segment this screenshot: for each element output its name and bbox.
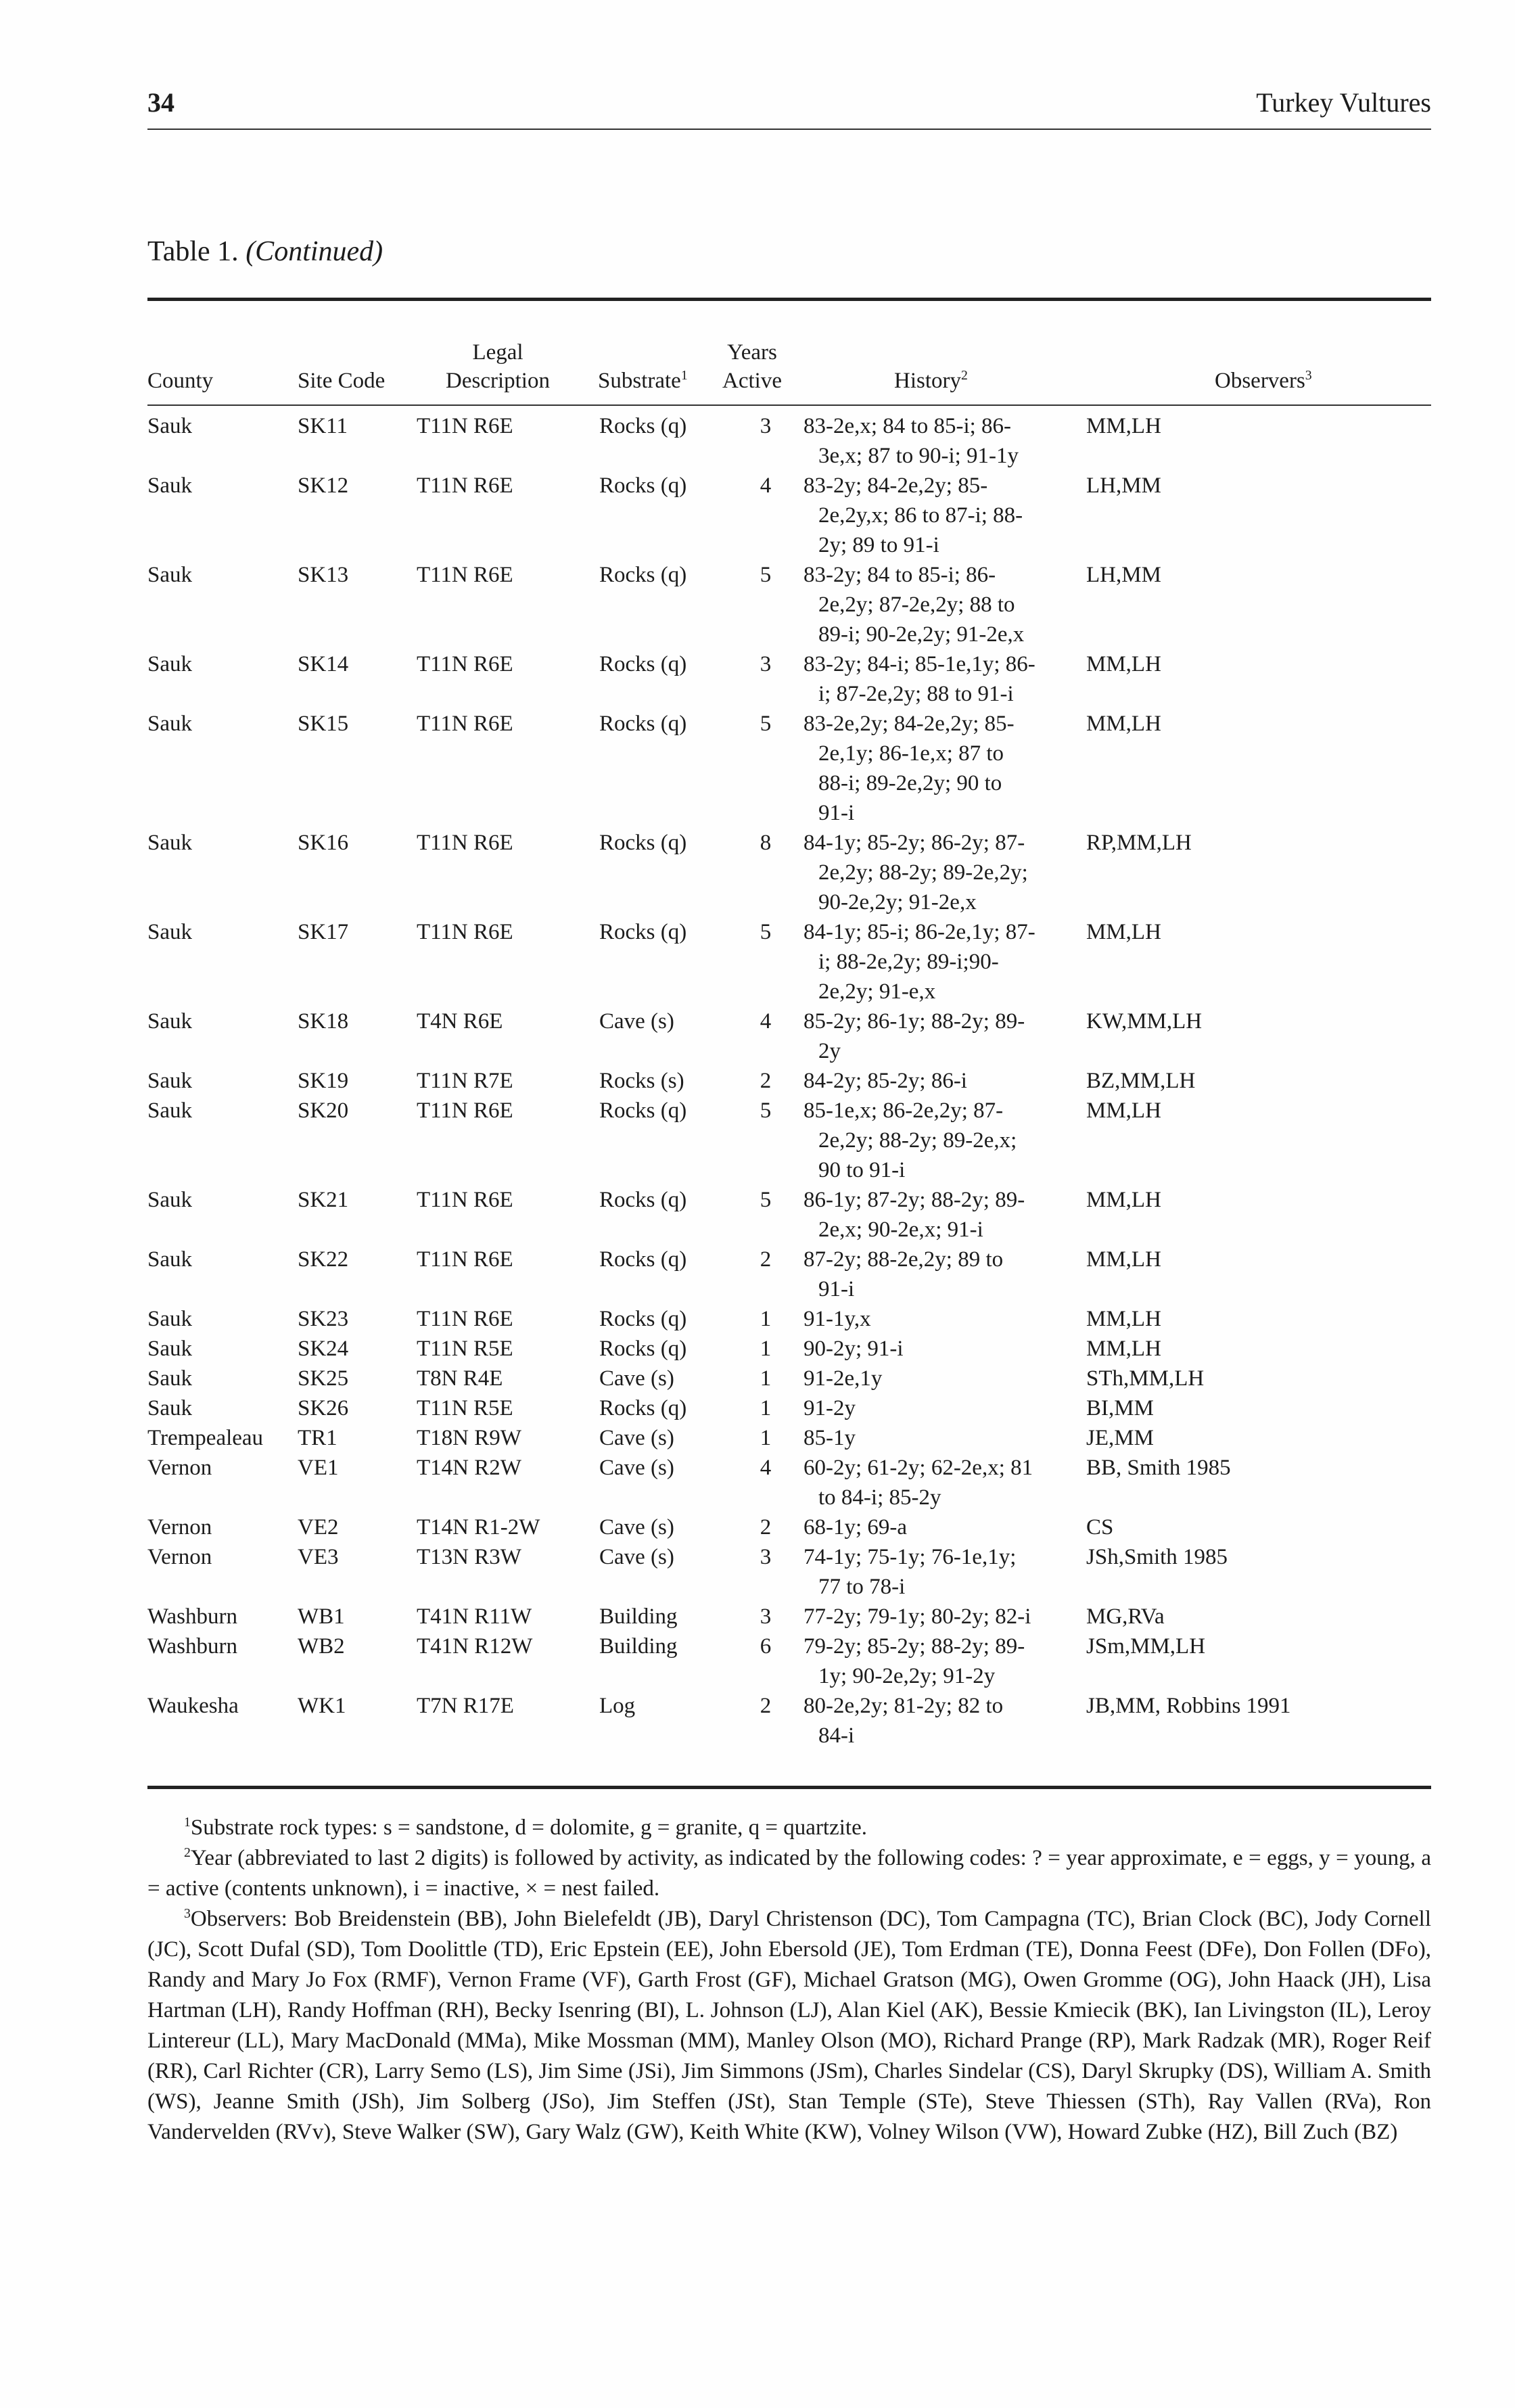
legal-description-cell: T4N R6E [417,1009,503,1034]
observers-cell: MG,RVa [1086,1604,1165,1629]
substrate-cell: Rocks (q) [599,652,687,676]
col-years [716,338,789,395]
observers-cell: BZ,MM,LH [1086,1069,1196,1093]
county-cell: Sauk [147,1396,192,1420]
site-code-cell: SK19 [298,1069,349,1093]
legal-description-cell: T14N R1-2W [417,1515,540,1539]
legal-description-cell: T41N R12W [417,1634,533,1659]
table-row [147,1006,1431,1066]
county-cell: Sauk [147,473,192,498]
site-code-cell: SK22 [298,1247,349,1272]
history-line: 2e,2y; 88-2y; 89-2e,2y; [818,860,1028,885]
history-cell [803,917,1086,1006]
legal-description-cell: T11N R6E [417,563,513,587]
history-line: 83-2y; 84-i; 85-1e,1y; 86- [803,652,1035,676]
observers-footnote-marker: 3 [1305,368,1312,383]
substrate-cell: Rocks (q) [599,1396,687,1420]
col-legal-top: Legal [472,340,523,365]
site-code-cell: SK16 [298,831,349,855]
years-active-cell: 2 [760,1069,772,1093]
history-cell [803,709,1086,828]
table-row [147,1512,1431,1542]
years-active-cell: 6 [760,1634,772,1659]
years-active-cell: 5 [760,712,772,736]
years-active-cell: 3 [760,652,772,676]
observers-cell: STh,MM,LH [1086,1366,1205,1391]
site-code-cell: WB2 [298,1634,345,1659]
substrate-cell: Rocks (q) [599,831,687,855]
footnote-text: Substrate rock types: s = sandstone, d = dolomite, g = granite, q = quartzite. [190,1815,867,1840]
site-code-cell: SK21 [298,1188,349,1212]
observers-cell: JSh,Smith 1985 [1086,1545,1228,1569]
history-line: 2e,2y; 91-e,x [818,979,936,1004]
history-line: 85-2y; 86-1y; 88-2y; 89- [803,1009,1025,1034]
history-line: 85-1y [803,1426,856,1450]
table-row [147,471,1431,560]
observers-cell: MM,LH [1086,1337,1161,1361]
history-line: 90-2e,2y; 91-2e,x [818,890,977,914]
table-row [147,1096,1431,1185]
col-years-bottom: Active [722,369,782,393]
history-cell [803,828,1086,917]
history-line: 91-2y [803,1396,856,1420]
table-label: Table 1. [147,236,239,267]
history-cell [803,1453,1086,1512]
table-continued-note: (Continued) [246,236,383,267]
substrate-cell: Cave (s) [599,1515,674,1539]
footnote-text: Year (abbreviated to last 2 digits) is followed by activity, as indicated by the following codes: ? = year approximate, e = eggs, y = young, a = active (contents unknown), i = inactive, × = nest failed. [147,1846,1431,1901]
legal-description-cell: T11N R6E [417,831,513,855]
substrate-cell: Cave (s) [599,1456,674,1480]
history-line: 77 to 78-i [818,1575,906,1599]
footnote-marker: 2 [184,1845,191,1860]
legal-description-cell: T11N R7E [417,1069,513,1093]
county-cell: Vernon [147,1545,212,1569]
table-row [147,1542,1431,1602]
legal-description-cell: T11N R6E [417,712,513,736]
running-title: Turkey Vultures [1256,87,1431,118]
history-line: 84-1y; 85-2y; 86-2y; 87- [803,831,1025,855]
table-row [147,828,1431,917]
table-row [147,1066,1431,1096]
history-line: 86-1y; 87-2y; 88-2y; 89- [803,1188,1025,1212]
history-line: 83-2y; 84-2e,2y; 85- [803,473,988,498]
col-site-code: Site Code [298,369,386,393]
legal-description-cell: T11N R6E [417,1247,513,1272]
history-line: 91-1y,x [803,1307,871,1331]
substrate-cell: Cave (s) [599,1009,674,1034]
table-row [147,1185,1431,1245]
history-cell [803,1185,1086,1245]
col-history: History$^2$ [894,368,968,393]
site-code-cell: SK25 [298,1366,349,1391]
history-line: 90 to 91-i [818,1158,906,1182]
history-line: 83-2e,x; 84 to 85-i; 86- [803,414,1012,438]
table-row [147,1423,1431,1453]
site-code-cell: SK26 [298,1396,349,1420]
years-active-cell: 4 [760,1009,772,1034]
history-line: i; 87-2e,2y; 88 to 91-i [818,682,1014,706]
substrate-cell: Log [599,1694,636,1718]
table-row [147,709,1431,828]
legal-description-cell: T11N R6E [417,1188,513,1212]
table-row [147,1304,1431,1334]
years-active-cell: 1 [760,1426,772,1450]
observers-cell: MM,LH [1086,920,1161,944]
col-observers: Observers$^3$ [1215,368,1312,393]
site-code-cell: WK1 [298,1694,346,1718]
site-code-cell: SK18 [298,1009,349,1034]
history-cell [803,1304,1086,1334]
observers-cell: JSm,MM,LH [1086,1634,1206,1659]
years-active-cell: 5 [760,920,772,944]
table-caption [147,235,383,268]
legal-description-cell: T11N R5E [417,1337,513,1361]
observers-cell: MM,LH [1086,712,1161,736]
history-line: 91-i [818,1277,855,1301]
years-active-cell: 2 [760,1515,772,1539]
legal-description-cell: T41N R11W [417,1604,532,1629]
substrate-cell: Rocks (q) [599,1188,687,1212]
years-active-cell: 8 [760,831,772,855]
observers-cell: RP,MM,LH [1086,831,1192,855]
table-bottom-rule [147,1786,1431,1789]
history-line: 83-2e,2y; 84-2e,2y; 85- [803,712,1015,736]
legal-description-cell: T18N R9W [417,1426,521,1450]
county-cell: Sauk [147,1009,192,1034]
col-substrate: Substrate$^1$ [598,368,688,393]
history-line: 79-2y; 85-2y; 88-2y; 89- [803,1634,1025,1659]
history-line: 74-1y; 75-1y; 76-1e,1y; [803,1545,1017,1569]
substrate-cell: Cave (s) [599,1545,674,1569]
observers-cell: CS [1086,1515,1114,1539]
county-cell: Sauk [147,563,192,587]
history-cell [803,1006,1086,1066]
history-line: 2e,2y; 88-2y; 89-2e,x; [818,1128,1017,1153]
history-cell [803,1512,1086,1542]
history-cell [803,1602,1086,1631]
history-line: 68-1y; 69-a [803,1515,908,1539]
years-active-cell: 3 [760,414,772,438]
history-line: 60-2y; 61-2y; 62-2e,x; 81 [803,1456,1033,1480]
history-line: 83-2y; 84 to 85-i; 86- [803,563,996,587]
history-line: 84-i [818,1723,855,1748]
observers-cell: MM,LH [1086,1188,1161,1212]
county-cell: Sauk [147,920,192,944]
history-cell [803,471,1086,560]
history-cell [803,411,1086,471]
site-code-cell: SK15 [298,712,349,736]
years-active-cell: 4 [760,1456,772,1480]
history-line: 2e,1y; 86-1e,x; 87 to [818,741,1004,766]
substrate-cell: Rocks (q) [599,1247,687,1272]
col-legal-bottom: Description [446,369,550,393]
observers-cell: JB,MM, Robbins 1991 [1086,1694,1291,1718]
footnote [147,1813,1431,1843]
observers-cell: BI,MM [1086,1396,1154,1420]
site-code-cell: SK13 [298,563,349,587]
county-cell: Sauk [147,1098,192,1123]
substrate-cell: Cave (s) [599,1426,674,1450]
table-row [147,1602,1431,1631]
substrate-cell: Rocks (q) [599,1098,687,1123]
history-line: 80-2e,2y; 81-2y; 82 to [803,1694,1004,1718]
county-cell: Washburn [147,1634,237,1659]
history-line: 2e,2y; 87-2e,2y; 88 to [818,593,1015,617]
substrate-cell: Building [599,1634,678,1659]
table-row [147,1393,1431,1423]
table-row [147,411,1431,471]
history-line: 2y; 89 to 91-i [818,533,939,557]
history-line: 88-i; 89-2e,2y; 90 to [818,771,1002,795]
site-code-cell: SK12 [298,473,349,498]
substrate-cell: Rocks (q) [599,1307,687,1331]
county-cell: Vernon [147,1456,212,1480]
substrate-cell: Rocks (q) [599,712,687,736]
site-code-cell: TR1 [298,1426,337,1450]
history-line: 91-2e,1y [803,1366,883,1391]
county-cell: Sauk [147,1188,192,1212]
footnote-text: Observers: Bob Breidenstein (BB), John Bielefeldt (JB), Daryl Christenson (DC), Tom Campagna (TC), Brian Clock (BC), Jody Cornell (JC), Scott Dufal (SD), Tom Doolittle (TD), Eric Epstein (EE), John Ebersold (JE), Tom Erdman (TE), Donna Feest (DFe), Don Follen (DFo), Randy and Mary Jo Fox (RMF), Vernon Frame (VF), Garth Frost (GF), Michael Gratson (MG), Owen Gromme (OG), John Haack (JH), Lisa Hartman (LH), Randy Hoffman (RH), Becky Isenring (BI), L. Johnson (LJ), Alan Kiel (AK), Bessie Kmiecik (BK), Ian Livingston (IL), Leroy Lintereur (LL), Mary MacDonald (MMa), Mike Mossman (MM), Manley Olson (MO), Richard Prange (RP), Mark Radzak (MR), Roger Reif (RR), Carl Richter (CR), Larry Semo (LS), Jim Sime (JSi), Jim Simmons (JSm), Charles Sindelar (CS), Daryl Skrupky (DS), William A. Smith (WS), Jeanne Smith (JSh), Jim Solberg (JSo), Jim Steffen (JSt), Stan Temple (STe), Steve Thiessen (STh), Ray Vallen (RVa), Ron Vandervelden (RVv), Steve Walker (SW), Gary Walz (GW), Keith White (KW), Volney Wilson (VW), Howard Zubke (HZ), Bill Zuch (BZ) [147,1907,1431,2144]
years-active-cell: 1 [760,1337,772,1361]
footnote-marker: 1 [184,1815,191,1830]
observers-cell: MM,LH [1086,1098,1161,1123]
history-line: 90-2y; 91-i [803,1337,904,1361]
table-row [147,1334,1431,1364]
site-code-cell: SK23 [298,1307,349,1331]
col-years-top: Years [727,340,777,365]
substrate-cell: Rocks (q) [599,414,687,438]
history-cell [803,1364,1086,1393]
site-code-cell: SK24 [298,1337,349,1361]
observers-cell: MM,LH [1086,652,1161,676]
history-line: i; 88-2e,2y; 89-i;90- [818,950,999,974]
observers-cell: MM,LH [1086,414,1161,438]
county-cell: Sauk [147,712,192,736]
county-cell: Sauk [147,1307,192,1331]
observers-cell: BB, Smith 1985 [1086,1456,1231,1480]
history-cell [803,1066,1086,1096]
county-cell: Waukesha [147,1694,239,1718]
history-line: 87-2y; 88-2e,2y; 89 to [803,1247,1004,1272]
legal-description-cell: T13N R3W [417,1545,521,1569]
site-code-cell: VE1 [298,1456,339,1480]
history-line: 77-2y; 79-1y; 80-2y; 82-i [803,1604,1031,1629]
history-line: 89-i; 90-2e,2y; 91-2e,x [818,622,1025,647]
years-active-cell: 5 [760,563,772,587]
data-table [147,411,1431,1751]
running-header [147,87,1431,118]
observers-cell: LH,MM [1086,563,1161,587]
history-line: 85-1e,x; 86-2e,2y; 87- [803,1098,1004,1123]
observers-cell: JE,MM [1086,1426,1154,1450]
observers-cell: LH,MM [1086,473,1161,498]
substrate-footnote-marker: 1 [680,368,688,383]
years-active-cell: 5 [760,1098,772,1123]
history-line: 2e,x; 90-2e,x; 91-i [818,1218,983,1242]
history-cell [803,1393,1086,1423]
footnote-marker: 3 [184,1906,191,1921]
substrate-cell: Building [599,1604,678,1629]
page-number: 34 [147,87,174,118]
years-active-cell: 1 [760,1307,772,1331]
county-cell: Sauk [147,831,192,855]
site-code-cell: WB1 [298,1604,345,1629]
footnote [147,1904,1431,2148]
substrate-cell: Rocks (q) [599,1337,687,1361]
county-cell: Washburn [147,1604,237,1629]
county-cell: Trempealeau [147,1426,264,1450]
years-active-cell: 4 [760,473,772,498]
years-active-cell: 5 [760,1188,772,1212]
history-cell [803,560,1086,649]
table-row [147,917,1431,1006]
legal-description-cell: T14N R2W [417,1456,521,1480]
years-active-cell: 3 [760,1545,772,1569]
legal-description-cell: T11N R6E [417,1307,513,1331]
history-cell [803,649,1086,709]
site-code-cell: VE3 [298,1545,339,1569]
table-row [147,1364,1431,1393]
history-line: 2y [818,1039,841,1063]
substrate-cell: Rocks (q) [599,473,687,498]
substrate-cell: Cave (s) [599,1366,674,1391]
substrate-cell: Rocks (s) [599,1069,684,1093]
site-code-cell: SK14 [298,652,349,676]
legal-description-cell: T11N R5E [417,1396,513,1420]
history-line: to 84-i; 85-2y [818,1485,941,1510]
substrate-cell: Rocks (q) [599,920,687,944]
col-county: County [147,369,214,393]
table-row [147,1245,1431,1304]
table-body [147,411,1431,1751]
site-code-cell: VE2 [298,1515,339,1539]
county-cell: Sauk [147,1366,192,1391]
history-footnote-marker: 2 [961,368,968,383]
history-cell [803,1334,1086,1364]
county-cell: Sauk [147,414,192,438]
history-cell [803,1542,1086,1602]
history-cell [803,1096,1086,1185]
legal-description-cell: T8N R4E [417,1366,503,1391]
history-line: 84-2y; 85-2y; 86-i [803,1069,967,1093]
years-active-cell: 1 [760,1366,772,1391]
header-bottom-rule [147,404,1431,406]
county-cell: Sauk [147,652,192,676]
observers-cell: MM,LH [1086,1307,1161,1331]
legal-description-cell: T11N R6E [417,652,513,676]
county-cell: Sauk [147,1247,192,1272]
years-active-cell: 2 [760,1694,772,1718]
history-line: 2e,2y,x; 86 to 87-i; 88- [818,503,1023,528]
years-active-cell: 3 [760,1604,772,1629]
table-row [147,1691,1431,1751]
table-row [147,649,1431,709]
history-cell [803,1423,1086,1453]
table-row [147,1453,1431,1512]
history-cell [803,1691,1086,1751]
footnote [147,1843,1431,1904]
history-line: 3e,x; 87 to 90-i; 91-1y [818,444,1019,468]
header-rule [147,129,1431,130]
site-code-cell: SK11 [298,414,348,438]
years-active-cell: 2 [760,1247,772,1272]
substrate-cell: Rocks (q) [599,563,687,587]
county-cell: Vernon [147,1515,212,1539]
history-line: 91-i [818,801,855,825]
observers-cell: MM,LH [1086,1247,1161,1272]
legal-description-cell: T11N R6E [417,920,513,944]
history-line: 84-1y; 85-i; 86-2e,1y; 87- [803,920,1035,944]
county-cell: Sauk [147,1069,192,1093]
history-line: 1y; 90-2e,2y; 91-2y [818,1664,996,1688]
table-top-rule [147,298,1431,301]
observers-cell: KW,MM,LH [1086,1009,1203,1034]
history-cell [803,1631,1086,1691]
county-cell: Sauk [147,1337,192,1361]
legal-description-cell: T11N R6E [417,473,513,498]
table-row [147,560,1431,649]
footnotes [147,1813,1431,2148]
history-cell [803,1245,1086,1304]
col-legal [430,338,565,395]
legal-description-cell: T7N R17E [417,1694,514,1718]
site-code-cell: SK20 [298,1098,349,1123]
years-active-cell: 1 [760,1396,772,1420]
table-row [147,1631,1431,1691]
legal-description-cell: T11N R6E [417,1098,513,1123]
legal-description-cell: T11N R6E [417,414,513,438]
site-code-cell: SK17 [298,920,349,944]
